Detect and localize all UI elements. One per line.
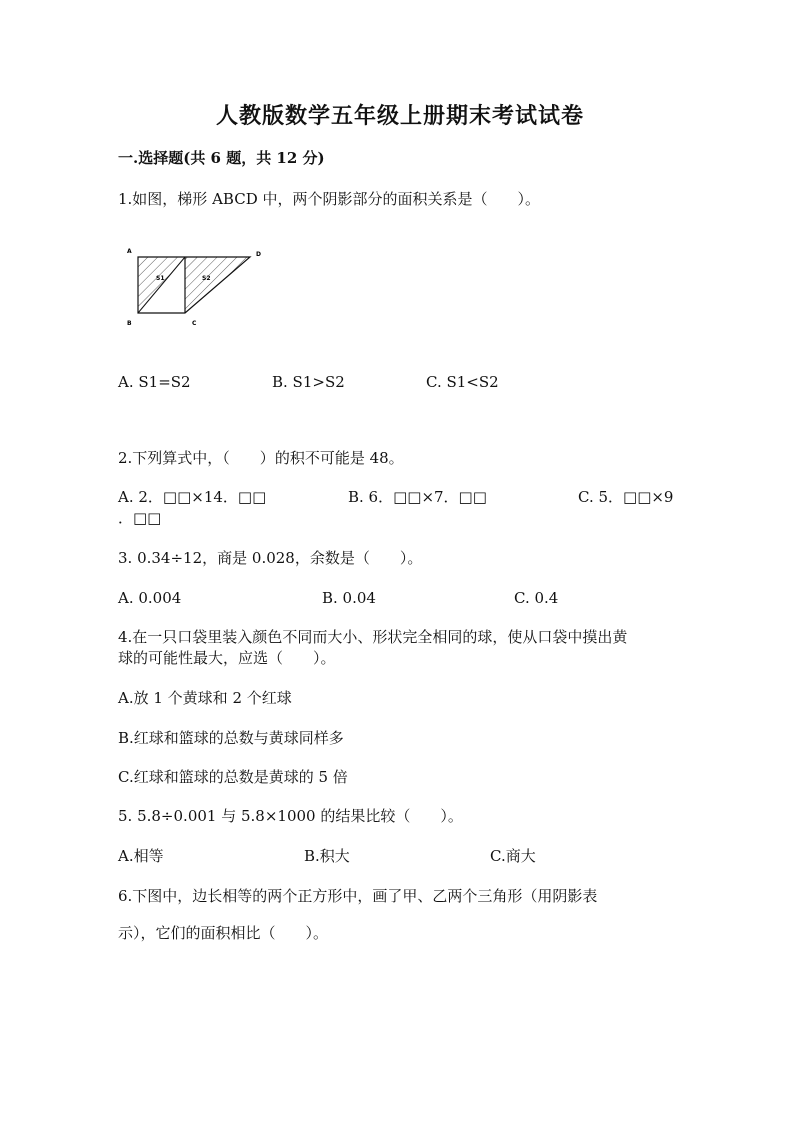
section-heading: 一.选择题(共 6 题，共 12 分)	[118, 149, 325, 167]
question-2-option-a: A. 2．□□×14．□□	[118, 488, 267, 506]
trapezoid-figure	[122, 243, 272, 328]
question-3-option-c: C. 0.4	[514, 589, 559, 607]
vertex-b-label: B	[127, 320, 132, 327]
question-2-option-c: C. 5．□□×9	[578, 488, 674, 506]
question-1-option-a: A. S1=S2	[118, 373, 191, 391]
region-s2-label: S2	[202, 275, 211, 282]
question-6-stem-line-2: 示），它们的面积相比（ ）。	[118, 924, 329, 942]
vertex-d-label: D	[256, 251, 261, 258]
question-5-option-a: A.相等	[118, 847, 164, 865]
question-4-option-a: A.放 1 个黄球和 2 个红球	[118, 689, 292, 707]
question-4-stem-line-1: 4.在一只口袋里装入颜色不同而大小、形状完全相同的球，使从口袋中摸出黄	[118, 628, 628, 646]
vertex-a-label: A	[127, 248, 132, 255]
question-5-option-b: B.积大	[304, 847, 350, 865]
question-3-option-b: B. 0.04	[322, 589, 376, 607]
question-3-stem: 3. 0.34÷12，商是 0.028，余数是（ ）。	[118, 549, 423, 567]
question-4-option-c: C.红球和篮球的总数是黄球的 5 倍	[118, 768, 348, 786]
region-s1-label: S1	[156, 275, 165, 282]
question-1-option-b: B. S1>S2	[272, 373, 345, 391]
page-title: 人教版数学五年级上册期末考试试卷	[215, 103, 584, 129]
question-2-option-b: B. 6．□□×7．□□	[348, 488, 487, 506]
question-4-stem-line-2: 球的可能性最大，应选（ ）。	[118, 649, 336, 667]
vertex-c-label: C	[192, 320, 197, 327]
question-5-stem: 5. 5.8÷0.001 与 5.8×1000 的结果比较（ ）。	[118, 807, 463, 825]
question-2-stem: 2.下列算式中，（ ）的积不可能是 48。	[118, 449, 404, 467]
question-5-option-c: C.商大	[490, 847, 536, 865]
question-4-option-b: B.红球和篮球的总数与黄球同样多	[118, 729, 344, 747]
question-2-option-c-continued: ．□□	[118, 509, 162, 527]
question-3-option-a: A. 0.004	[118, 589, 182, 607]
question-1-stem: 1.如图，梯形 ABCD 中，两个阴影部分的面积关系是（ ）。	[118, 190, 540, 208]
question-6-stem-line-1: 6.下图中，边长相等的两个正方形中，画了甲、乙两个三角形（用阴影表	[118, 887, 598, 905]
question-1-option-c: C. S1<S2	[426, 373, 499, 391]
